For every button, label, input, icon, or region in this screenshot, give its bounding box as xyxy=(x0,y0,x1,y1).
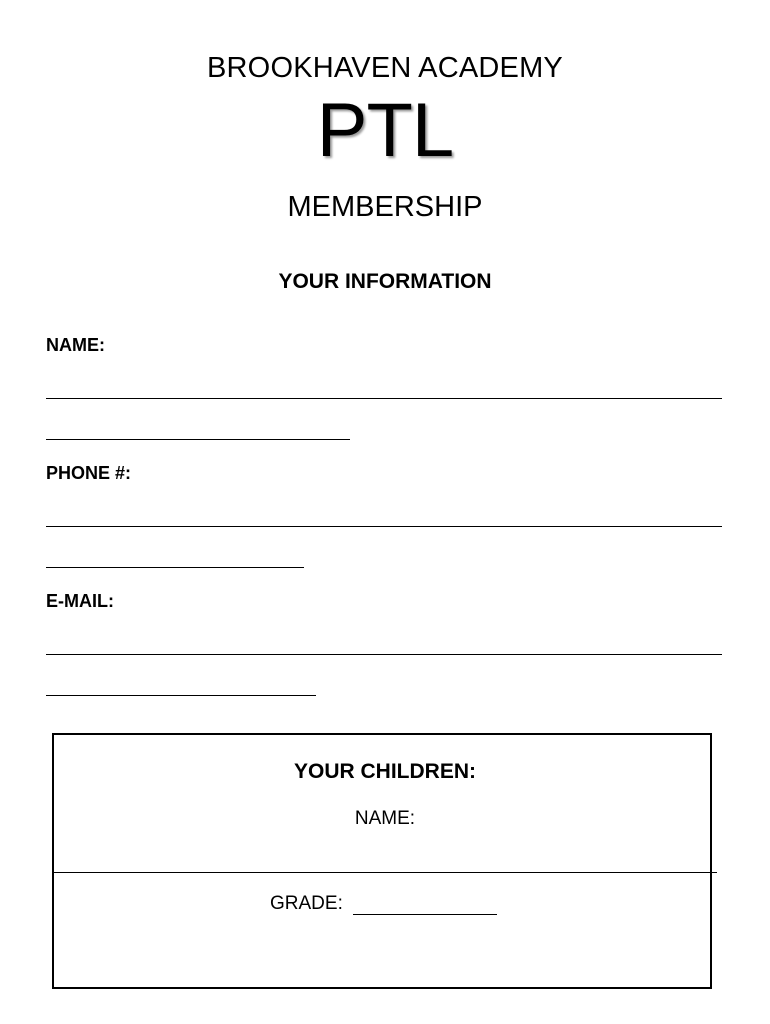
your-children-heading: YOUR CHILDREN: xyxy=(294,760,476,783)
grade-row xyxy=(270,893,497,915)
email-label: E-MAIL: xyxy=(46,591,114,611)
phone-label: PHONE #: xyxy=(46,463,132,483)
school-name: BROOKHAVEN ACADEMY xyxy=(207,52,563,84)
grade-label: GRADE: xyxy=(270,893,343,914)
membership-subtitle: MEMBERSHIP xyxy=(287,191,483,223)
phone-line-2[interactable] xyxy=(46,567,304,568)
name-line-2[interactable] xyxy=(46,439,350,440)
your-information-heading: YOUR INFORMATION xyxy=(278,270,492,293)
child-name-label: NAME: xyxy=(354,808,416,829)
name-label: NAME: xyxy=(46,335,105,355)
child-name-line[interactable] xyxy=(52,872,717,873)
email-line-1[interactable] xyxy=(46,654,722,655)
name-line-1[interactable] xyxy=(46,398,722,399)
email-line-2[interactable] xyxy=(46,695,316,696)
grade-line[interactable] xyxy=(353,894,497,915)
ptl-title: PTL xyxy=(316,88,454,173)
phone-line-1[interactable] xyxy=(46,526,722,527)
